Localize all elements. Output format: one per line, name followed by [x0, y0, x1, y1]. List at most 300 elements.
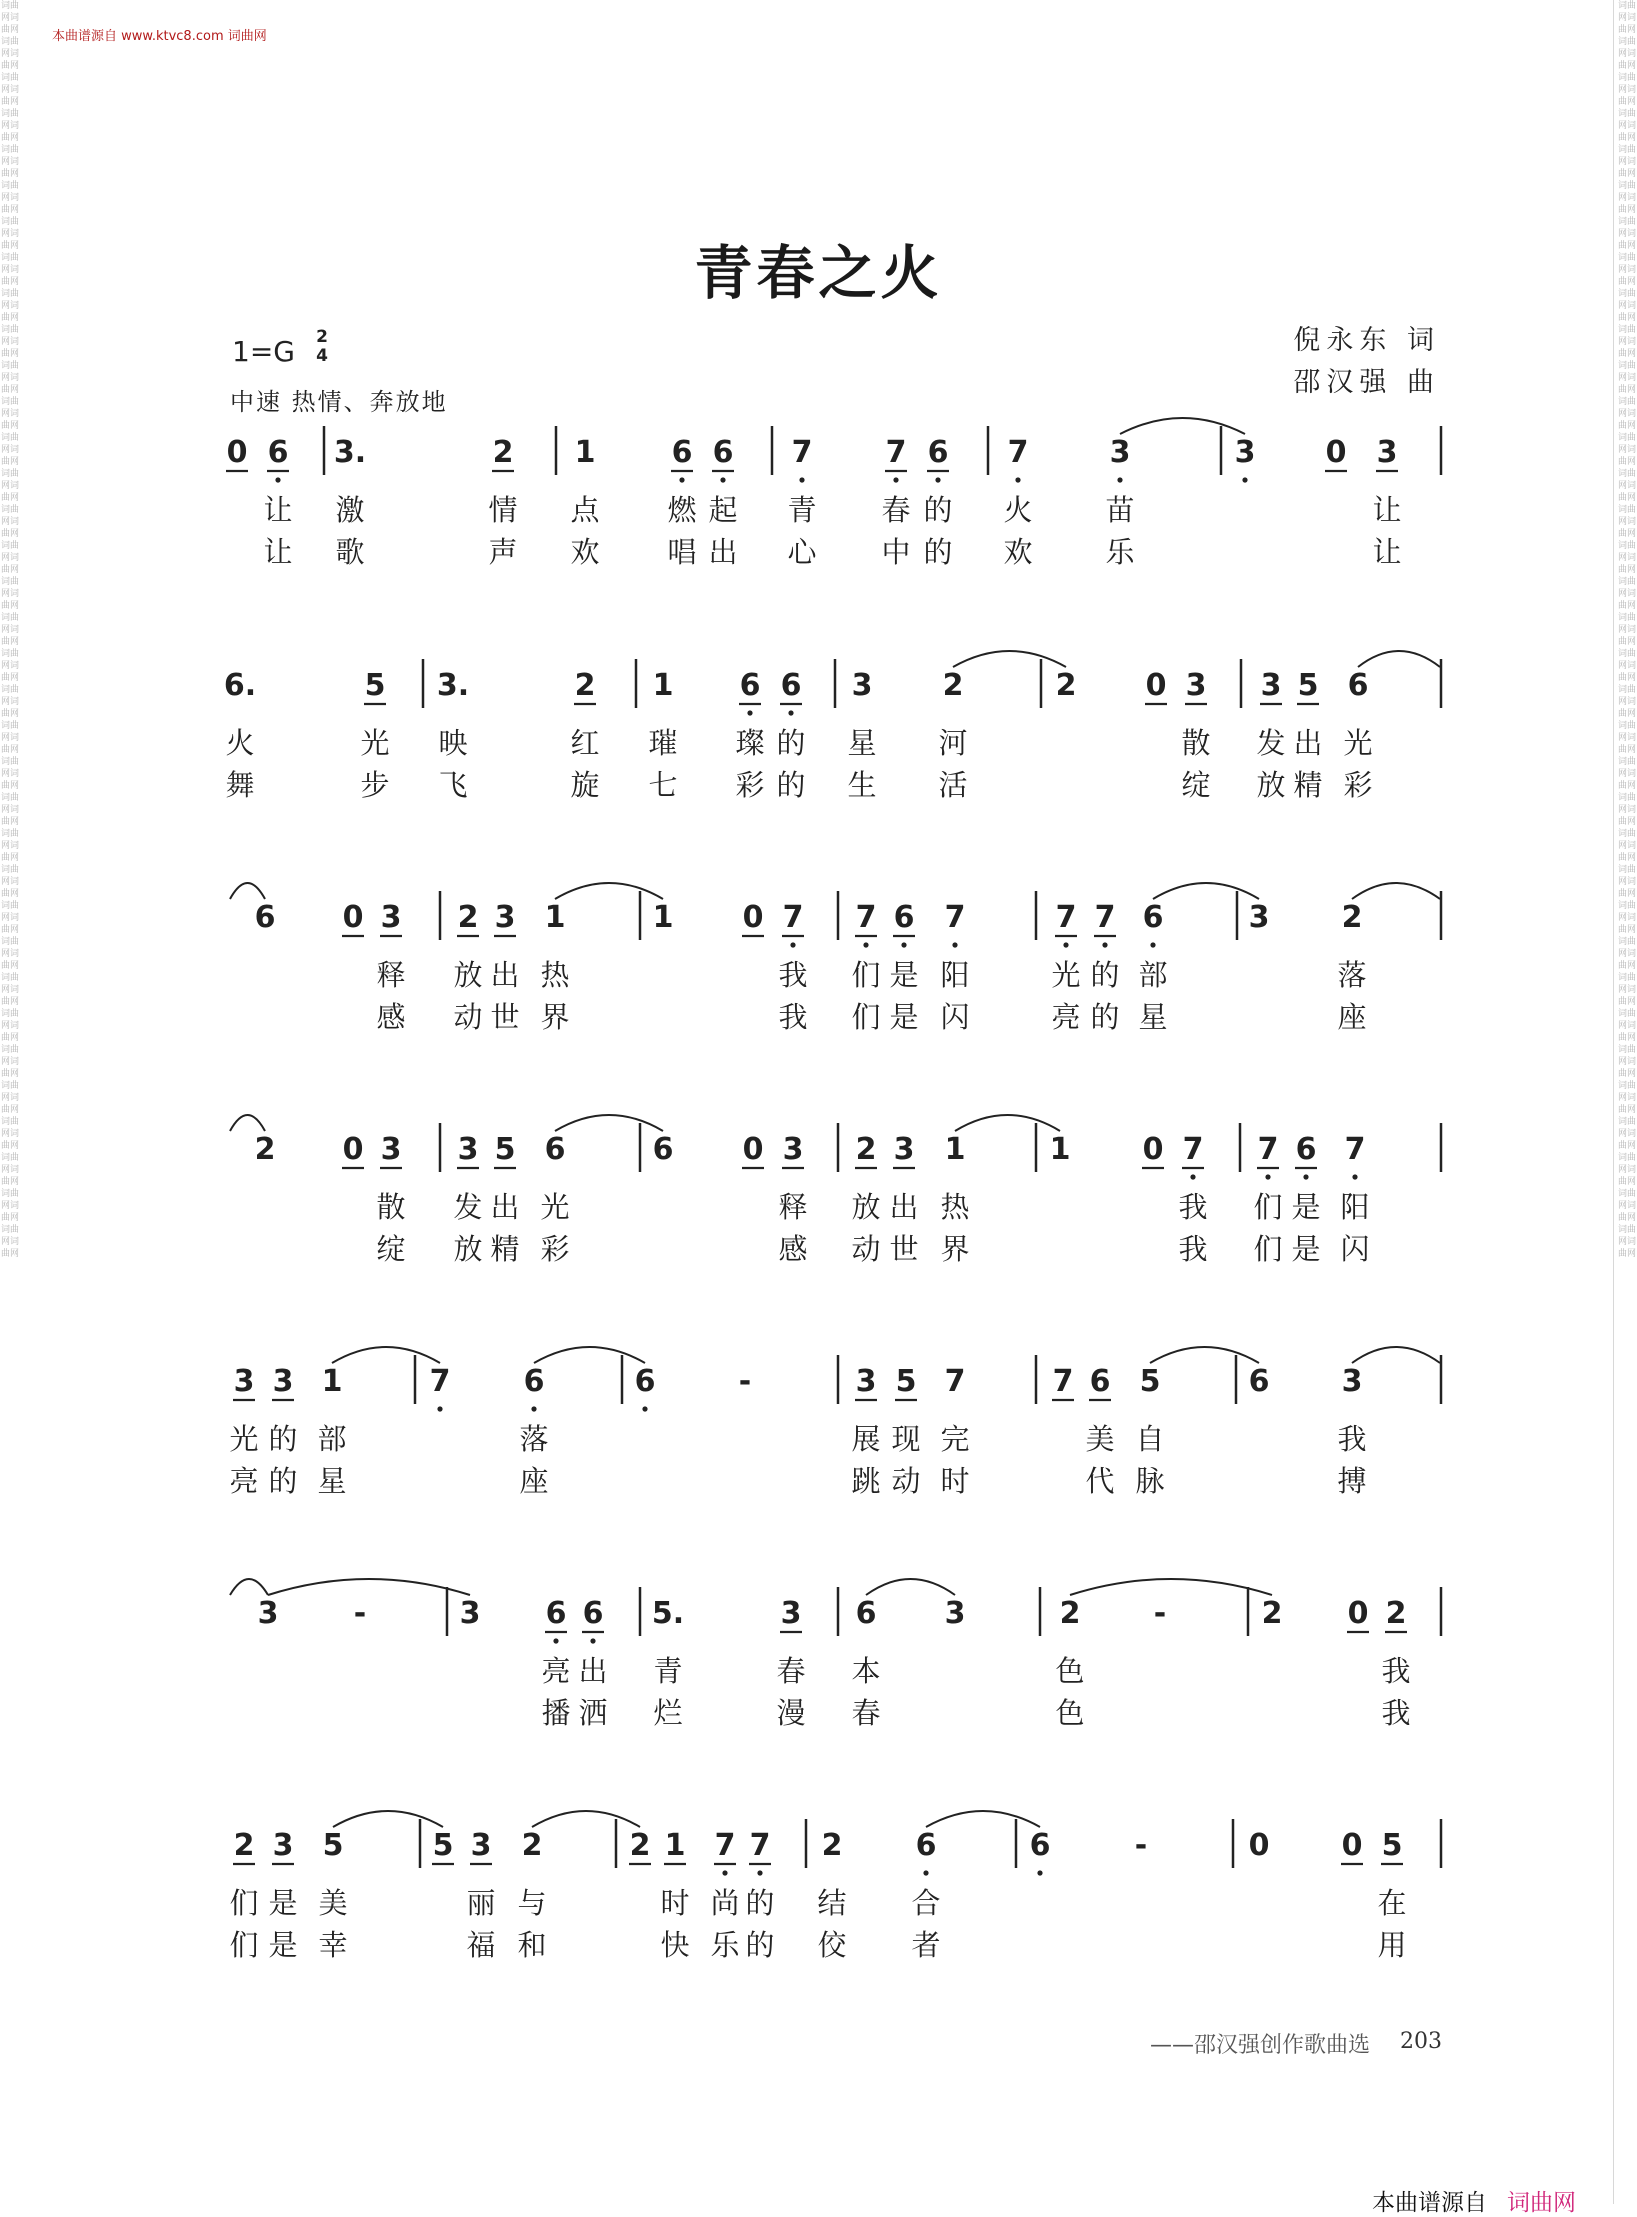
lyric-verse-1: 我 [1381, 1654, 1411, 1688]
octave-dot-below [1303, 1174, 1308, 1179]
lyric-verse-2: 出 [708, 535, 738, 569]
note-numeral: 2 [855, 1132, 877, 1167]
lyric-verse-2: 旋 [570, 768, 600, 802]
right-side-watermark: 词曲网词曲网词曲网词曲网词曲网词曲网词曲网词曲网词曲网词曲网词曲网词曲网词曲网词曲网词曲网词曲网词曲网词曲网词曲网词曲网词曲网词曲网词曲网词曲网词曲网词曲网词曲网词曲网词曲网词曲网词曲网词曲网词曲网词曲网词曲网词曲网词曲网词曲网词曲网词曲网词曲网词曲网词曲网词曲网词曲网词曲网词曲网词曲网词曲网词曲网词曲网词曲网词曲网词曲网词曲网词曲网词曲网词曲网词曲网词曲网词曲网词曲网词曲网词曲网词曲网词曲网词曲网词曲网词曲网词曲网 [1618, 1, 1636, 1259]
lyric-verse-2: 们 [229, 1928, 259, 1962]
note-numeral: 3 [380, 900, 402, 935]
lyric-verse-2: 活 [938, 768, 968, 802]
sustain-dash: - [1134, 1828, 1148, 1863]
lyric-verse-1: 美 [318, 1886, 348, 1920]
tie-slur [534, 1347, 645, 1363]
lyric-verse-2: 闪 [1340, 1232, 1370, 1266]
note-numeral: 7 [885, 435, 907, 470]
lyric-verse-1: 释 [778, 1190, 808, 1224]
lyric-verse-2: 闪 [940, 1000, 970, 1034]
lyric-verse-1: 是 [1291, 1190, 1321, 1224]
note-numeral: 7 [1055, 900, 1077, 935]
time-signature-bottom: 4 [316, 346, 328, 366]
lyric-verse-2: 是 [1291, 1232, 1321, 1266]
octave-dot-below [720, 477, 725, 482]
lyric-verse-2: 让 [263, 535, 293, 569]
lyric-verse-2: 我 [1381, 1696, 1411, 1730]
lyric-verse-2: 亮 [1051, 1000, 1081, 1034]
note-numeral: 3 [1341, 1364, 1363, 1399]
lyric-verse-2: 彩 [735, 768, 765, 802]
lyric-verse-1: 起 [708, 493, 738, 527]
note-numeral: 6 [780, 668, 802, 703]
note-numeral: 6 [1029, 1828, 1051, 1863]
tie-slur [1352, 883, 1440, 899]
lyric-verse-1: 让 [263, 493, 293, 527]
lyric-verse-2: 生 [847, 768, 877, 802]
octave-dot-below [1242, 477, 1247, 482]
lyric-verse-1: 映 [438, 726, 468, 760]
lyric-verse-1: 们 [1253, 1190, 1283, 1224]
lyric-verse-1: 发 [453, 1190, 483, 1224]
page-number: 203 [1400, 2029, 1442, 2054]
lyric-verse-2: 的 [923, 535, 953, 569]
note-numeral: 0 [342, 900, 364, 935]
tie-slur [230, 1579, 268, 1595]
note-numeral: 5 [1139, 1364, 1161, 1399]
note-numeral: 5 [895, 1364, 917, 1399]
octave-dot-below [1015, 477, 1020, 482]
tie-slur [333, 1811, 443, 1827]
lyric-verse-2: 飞 [438, 768, 468, 802]
lyricist-credit: 倪永东 词 [1293, 325, 1440, 356]
octave-dot-below [1063, 942, 1068, 947]
note-numeral: 0 [742, 1132, 764, 1167]
song-title: 青春之火 [694, 239, 943, 307]
note-numeral: 0 [1347, 1596, 1369, 1631]
note-numeral: 6 [634, 1364, 656, 1399]
octave-dot-below [437, 1406, 442, 1411]
note-numeral: 3 [944, 1596, 966, 1631]
note-numeral: 7 [855, 900, 877, 935]
note-numeral: 3 [257, 1596, 279, 1631]
lyric-verse-2: 心 [787, 535, 817, 569]
note-numeral: 6 [893, 900, 915, 935]
lyric-verse-1: 河 [938, 726, 968, 760]
lyric-verse-2: 亮 [229, 1464, 259, 1498]
note-numeral: 1 [544, 900, 566, 935]
note-numeral: 7 [782, 900, 804, 935]
lyric-verse-2: 播 [541, 1696, 571, 1730]
lyric-verse-2: 的 [776, 768, 806, 802]
lyric-verse-2: 星 [1138, 1000, 1168, 1034]
lyric-verse-1: 出 [578, 1654, 608, 1688]
octave-dot-below [1037, 1870, 1042, 1875]
tie-slur [230, 1115, 265, 1131]
octave-dot-below [893, 477, 898, 482]
note-numeral: 2 [1059, 1596, 1081, 1631]
tie-slur [230, 883, 265, 899]
lyric-verse-2: 世 [490, 1000, 520, 1034]
lyric-verse-1: 激 [335, 493, 365, 527]
lyric-verse-1: 青 [787, 493, 817, 527]
lyric-verse-2: 漫 [776, 1696, 806, 1730]
tie-slur [1153, 883, 1259, 899]
note-numeral: 6 [582, 1596, 604, 1631]
note-numeral: 6 [855, 1596, 877, 1631]
top-watermark: 本曲谱源自 www.ktvc8.com 词曲网 [52, 29, 267, 44]
lyric-verse-2: 和 [517, 1928, 547, 1962]
lyric-verse-2: 我 [778, 1000, 808, 1034]
lyric-verse-1: 的 [268, 1422, 298, 1456]
note-numeral: 2 [574, 668, 596, 703]
note-numeral: 3 [782, 1132, 804, 1167]
octave-dot-below [722, 1870, 727, 1875]
note-numeral: 2 [492, 435, 514, 470]
note-numeral: 3 [851, 668, 873, 703]
note-numeral: 1 [574, 435, 596, 470]
octave-dot-below [553, 1638, 558, 1643]
note-numeral: 6 [1295, 1132, 1317, 1167]
lyric-verse-2: 佼 [817, 1928, 847, 1962]
note-numeral: 3 [380, 1132, 402, 1167]
lyric-verse-1: 光 [540, 1190, 570, 1224]
note-numeral: 5 [322, 1828, 344, 1863]
lyric-verse-1: 展 [851, 1422, 881, 1456]
note-numeral: 7 [944, 900, 966, 935]
octave-dot-below [935, 477, 940, 482]
note-numeral: 0 [1145, 668, 1167, 703]
note-numeral: 0 [342, 1132, 364, 1167]
octave-dot-below [757, 1870, 762, 1875]
note-numeral: 3. [333, 435, 367, 470]
lyric-verse-2: 声 [488, 535, 518, 569]
note-numeral: 6 [652, 1132, 674, 1167]
note-numeral: 3 [1234, 435, 1256, 470]
note-numeral: 3 [1260, 668, 1282, 703]
note-numeral: 1 [664, 1828, 686, 1863]
octave-dot-below [275, 477, 280, 482]
lyric-verse-1: 部 [317, 1422, 347, 1456]
lyric-verse-2: 的 [268, 1464, 298, 1498]
lyric-verse-2: 座 [1337, 1000, 1367, 1034]
lyric-verse-1: 的 [1090, 958, 1120, 992]
note-numeral: 7 [1257, 1132, 1279, 1167]
note-numeral: 2 [1261, 1596, 1283, 1631]
lyric-verse-1: 出 [490, 958, 520, 992]
lyric-verse-1: 光 [1051, 958, 1081, 992]
note-numeral: 0 [226, 435, 248, 470]
lyric-verse-1: 火 [225, 726, 255, 760]
tie-slur [1358, 651, 1440, 667]
note-numeral: 3 [272, 1364, 294, 1399]
lyric-verse-2: 的 [745, 1928, 775, 1962]
lyric-verse-2: 放 [1256, 768, 1286, 802]
note-numeral: 1 [1049, 1132, 1071, 1167]
lyric-verse-2: 绽 [1181, 768, 1211, 802]
lyric-verse-1: 时 [660, 1886, 690, 1920]
note-numeral: 3 [1109, 435, 1131, 470]
note-numeral: 7 [1007, 435, 1029, 470]
octave-dot-below [1190, 1174, 1195, 1179]
lyric-verse-1: 自 [1135, 1422, 1165, 1456]
tie-slur [953, 651, 1066, 667]
octave-dot-below [923, 1870, 928, 1875]
lyric-verse-1: 亮 [541, 1654, 571, 1688]
note-numeral: 2 [1055, 668, 1077, 703]
lyric-verse-2: 舞 [225, 768, 255, 802]
lyric-verse-2: 我 [1178, 1232, 1208, 1266]
tie-slur [1150, 1347, 1259, 1363]
note-numeral: 1 [944, 1132, 966, 1167]
lyric-verse-2: 星 [317, 1464, 347, 1498]
lyric-verse-2: 福 [466, 1928, 496, 1962]
note-numeral: 3 [780, 1596, 802, 1631]
note-numeral: 2 [821, 1828, 843, 1863]
lyric-verse-1: 出 [490, 1190, 520, 1224]
lyric-verse-1: 色 [1055, 1654, 1085, 1688]
lyric-verse-2: 歌 [335, 535, 365, 569]
lyric-verse-2: 跳 [851, 1464, 881, 1498]
note-numeral: 5 [1297, 668, 1319, 703]
lyric-verse-1: 春 [776, 1654, 806, 1688]
lyric-verse-1: 落 [1337, 958, 1367, 992]
tempo-marking: 中速 热情、奔放地 [230, 388, 448, 416]
note-numeral: 6 [267, 435, 289, 470]
tie-slur [955, 1115, 1060, 1131]
note-numeral: 6 [671, 435, 693, 470]
lyric-verse-1: 们 [229, 1886, 259, 1920]
lyric-verse-1: 的 [923, 493, 953, 527]
lyric-verse-2: 世 [889, 1232, 919, 1266]
note-numeral: 3 [272, 1828, 294, 1863]
lyric-verse-2: 幸 [318, 1928, 348, 1962]
octave-dot-below [531, 1406, 536, 1411]
tie-slur [555, 1115, 663, 1131]
lyric-verse-2: 座 [519, 1464, 549, 1498]
note-numeral: 6 [927, 435, 949, 470]
lyric-verse-1: 完 [940, 1422, 970, 1456]
lyric-verse-1: 热 [940, 1190, 970, 1224]
lyric-verse-2: 欢 [1003, 535, 1033, 569]
lyric-verse-2: 彩 [540, 1232, 570, 1266]
lyric-verse-2: 是 [268, 1928, 298, 1962]
left-side-watermark: 词曲网词曲网词曲网词曲网词曲网词曲网词曲网词曲网词曲网词曲网词曲网词曲网词曲网词曲网词曲网词曲网词曲网词曲网词曲网词曲网词曲网词曲网词曲网词曲网词曲网词曲网词曲网词曲网词曲网词曲网词曲网词曲网词曲网词曲网词曲网词曲网词曲网词曲网词曲网词曲网词曲网词曲网词曲网词曲网词曲网词曲网词曲网词曲网词曲网词曲网词曲网词曲网词曲网词曲网词曲网词曲网词曲网词曲网词曲网词曲网词曲网词曲网词曲网词曲网词曲网词曲网词曲网词曲网词曲网词曲网 [1, 1, 19, 1259]
lyric-verse-2: 色 [1055, 1696, 1085, 1730]
lyric-verse-1: 我 [1178, 1190, 1208, 1224]
lyric-verse-2: 时 [940, 1464, 970, 1498]
lyric-verse-2: 动 [453, 1000, 483, 1034]
lyric-verse-1: 热 [540, 958, 570, 992]
lyric-verse-2: 们 [851, 1000, 881, 1034]
sustain-dash: - [353, 1596, 367, 1631]
lyric-verse-1: 苗 [1105, 493, 1135, 527]
lyric-verse-1: 我 [778, 958, 808, 992]
lyric-verse-2: 感 [376, 1000, 406, 1034]
tie-slur [1352, 1347, 1440, 1363]
note-numeral: 2 [1385, 1596, 1407, 1631]
lyric-verse-1: 美 [1085, 1422, 1115, 1456]
note-numeral: 3 [233, 1364, 255, 1399]
note-numeral: 0 [742, 900, 764, 935]
lyric-verse-1: 是 [268, 1886, 298, 1920]
lyric-verse-1: 散 [376, 1190, 406, 1224]
note-numeral: 7 [1182, 1132, 1204, 1167]
lyric-verse-1: 我 [1337, 1422, 1367, 1456]
note-numeral: 6 [915, 1828, 937, 1863]
note-numeral: 0 [1142, 1132, 1164, 1167]
note-numeral: 6 [544, 1132, 566, 1167]
bottom-watermark-site: 词曲网 [1507, 2190, 1576, 2216]
note-numeral: 3 [459, 1596, 481, 1631]
lyric-verse-1: 发 [1256, 726, 1286, 760]
lyric-verse-1: 璨 [735, 726, 765, 760]
lyric-verse-1: 们 [851, 958, 881, 992]
lyric-verse-2: 彩 [1343, 768, 1373, 802]
octave-dot-below [1352, 1174, 1357, 1179]
sustain-dash: - [1153, 1596, 1167, 1631]
lyric-verse-1: 光 [1343, 726, 1373, 760]
note-numeral: 0 [1248, 1828, 1270, 1863]
lyric-verse-1: 火 [1003, 493, 1033, 527]
lyric-verse-1: 光 [360, 726, 390, 760]
note-numeral: 3 [494, 900, 516, 935]
note-numeral: 3 [893, 1132, 915, 1167]
composer-credit: 邵汉强 曲 [1293, 367, 1440, 398]
tie-slur [926, 1811, 1040, 1827]
note-numeral: 2 [629, 1828, 651, 1863]
lyric-verse-2: 用 [1377, 1928, 1407, 1962]
lyric-verse-1: 出 [889, 1190, 919, 1224]
note-numeral: 5 [432, 1828, 454, 1863]
lyric-verse-2: 中 [881, 535, 911, 569]
note-numeral: 5. [651, 1596, 685, 1631]
lyric-verse-2: 感 [778, 1232, 808, 1266]
lyric-verse-1: 燃 [667, 493, 697, 527]
lyric-verse-2: 烂 [653, 1696, 683, 1730]
lyric-verse-2: 们 [1253, 1232, 1283, 1266]
bottom-watermark [1372, 2184, 1576, 2217]
note-numeral: 0 [1325, 435, 1347, 470]
note-numeral: 6 [1347, 668, 1369, 703]
note-numeral: 7 [1094, 900, 1116, 935]
octave-dot-below [1102, 942, 1107, 947]
lyric-verse-1: 现 [891, 1422, 921, 1456]
note-numeral: 5 [364, 668, 386, 703]
lyric-verse-2: 乐 [1105, 535, 1135, 569]
note-numeral: 6 [254, 900, 276, 935]
note-numeral: 7 [714, 1828, 736, 1863]
lyric-verse-1: 放 [453, 958, 483, 992]
octave-dot-below [799, 477, 804, 482]
lyric-verse-1: 本 [851, 1654, 881, 1688]
lyric-verse-2: 是 [889, 1000, 919, 1034]
lyric-verse-2: 洒 [578, 1696, 608, 1730]
lyric-verse-1: 光 [229, 1422, 259, 1456]
lyric-verse-2: 脉 [1135, 1464, 1165, 1498]
lyric-verse-1: 释 [376, 958, 406, 992]
octave-dot-below [1265, 1174, 1270, 1179]
octave-dot-below [901, 942, 906, 947]
lyric-verse-1: 让 [1372, 493, 1402, 527]
tie-slur [866, 1579, 955, 1595]
lyric-verse-1: 落 [519, 1422, 549, 1456]
lyric-verse-2: 让 [1372, 535, 1402, 569]
lyric-verse-2: 乐 [710, 1928, 740, 1962]
note-numeral: 1 [652, 900, 674, 935]
tie-slur [555, 883, 663, 899]
lyric-verse-2: 精 [1293, 768, 1323, 802]
lyric-verse-1: 的 [745, 1886, 775, 1920]
note-numeral: 0 [1341, 1828, 1363, 1863]
lyric-verse-1: 青 [653, 1654, 683, 1688]
note-numeral: 3 [470, 1828, 492, 1863]
lyric-verse-2: 者 [911, 1928, 941, 1962]
lyric-verse-2: 搏 [1337, 1464, 1367, 1498]
lyric-verse-1: 情 [488, 493, 518, 527]
note-numeral: 2 [254, 1132, 276, 1167]
note-numeral: 6 [1248, 1364, 1270, 1399]
lyric-verse-1: 部 [1138, 958, 1168, 992]
lyric-verse-1: 星 [847, 726, 877, 760]
note-numeral: 3 [1185, 668, 1207, 703]
note-numeral: 6. [223, 668, 257, 703]
lyric-verse-1: 丽 [466, 1886, 496, 1920]
lyric-verse-2: 动 [851, 1232, 881, 1266]
note-numeral: 7 [791, 435, 813, 470]
lyric-verse-1: 是 [889, 958, 919, 992]
lyric-verse-2: 欢 [570, 535, 600, 569]
lyric-verse-1: 与 [517, 1886, 547, 1920]
note-numeral: 2 [521, 1828, 543, 1863]
tie-slur [1070, 1579, 1272, 1595]
note-numeral: 3 [1248, 900, 1270, 935]
note-numeral: 2 [233, 1828, 255, 1863]
lyric-verse-2: 放 [453, 1232, 483, 1266]
time-signature-top: 2 [316, 327, 328, 347]
octave-dot-below [1117, 477, 1122, 482]
lyric-verse-1: 璀 [648, 726, 678, 760]
lyric-verse-1: 散 [1181, 726, 1211, 760]
lyric-verse-1: 阳 [940, 958, 970, 992]
note-numeral: 2 [942, 668, 964, 703]
lyric-verse-1: 阳 [1340, 1190, 1370, 1224]
lyric-verse-1: 的 [776, 726, 806, 760]
lyric-verse-1: 春 [881, 493, 911, 527]
tie-slur [268, 1579, 470, 1595]
lyric-verse-2: 的 [1090, 1000, 1120, 1034]
lyric-verse-2: 步 [360, 768, 390, 802]
lyric-verse-2: 界 [940, 1232, 970, 1266]
lyric-verse-2: 唱 [667, 535, 697, 569]
tie-slur [332, 1347, 440, 1363]
lyric-verse-2: 快 [660, 1928, 690, 1962]
lyric-verse-2: 绽 [376, 1232, 406, 1266]
note-numeral: 3 [1376, 435, 1398, 470]
key-signature: 1=G [232, 335, 295, 368]
lyric-verse-2: 代 [1085, 1464, 1115, 1498]
note-numeral: 6 [523, 1364, 545, 1399]
octave-dot-below [1150, 942, 1155, 947]
lyric-verse-1: 点 [570, 493, 600, 527]
note-numeral: 6 [739, 668, 761, 703]
note-numeral: 6 [1142, 900, 1164, 935]
note-numeral: 5 [1381, 1828, 1403, 1863]
octave-dot-below [863, 942, 868, 947]
lyric-verse-1: 出 [1293, 726, 1323, 760]
octave-dot-below [679, 477, 684, 482]
note-numeral: 1 [652, 668, 674, 703]
octave-dot-below [952, 942, 957, 947]
lyric-verse-1: 放 [851, 1190, 881, 1224]
tie-slur [532, 1811, 640, 1827]
octave-dot-below [788, 710, 793, 715]
note-numeral: 5 [494, 1132, 516, 1167]
